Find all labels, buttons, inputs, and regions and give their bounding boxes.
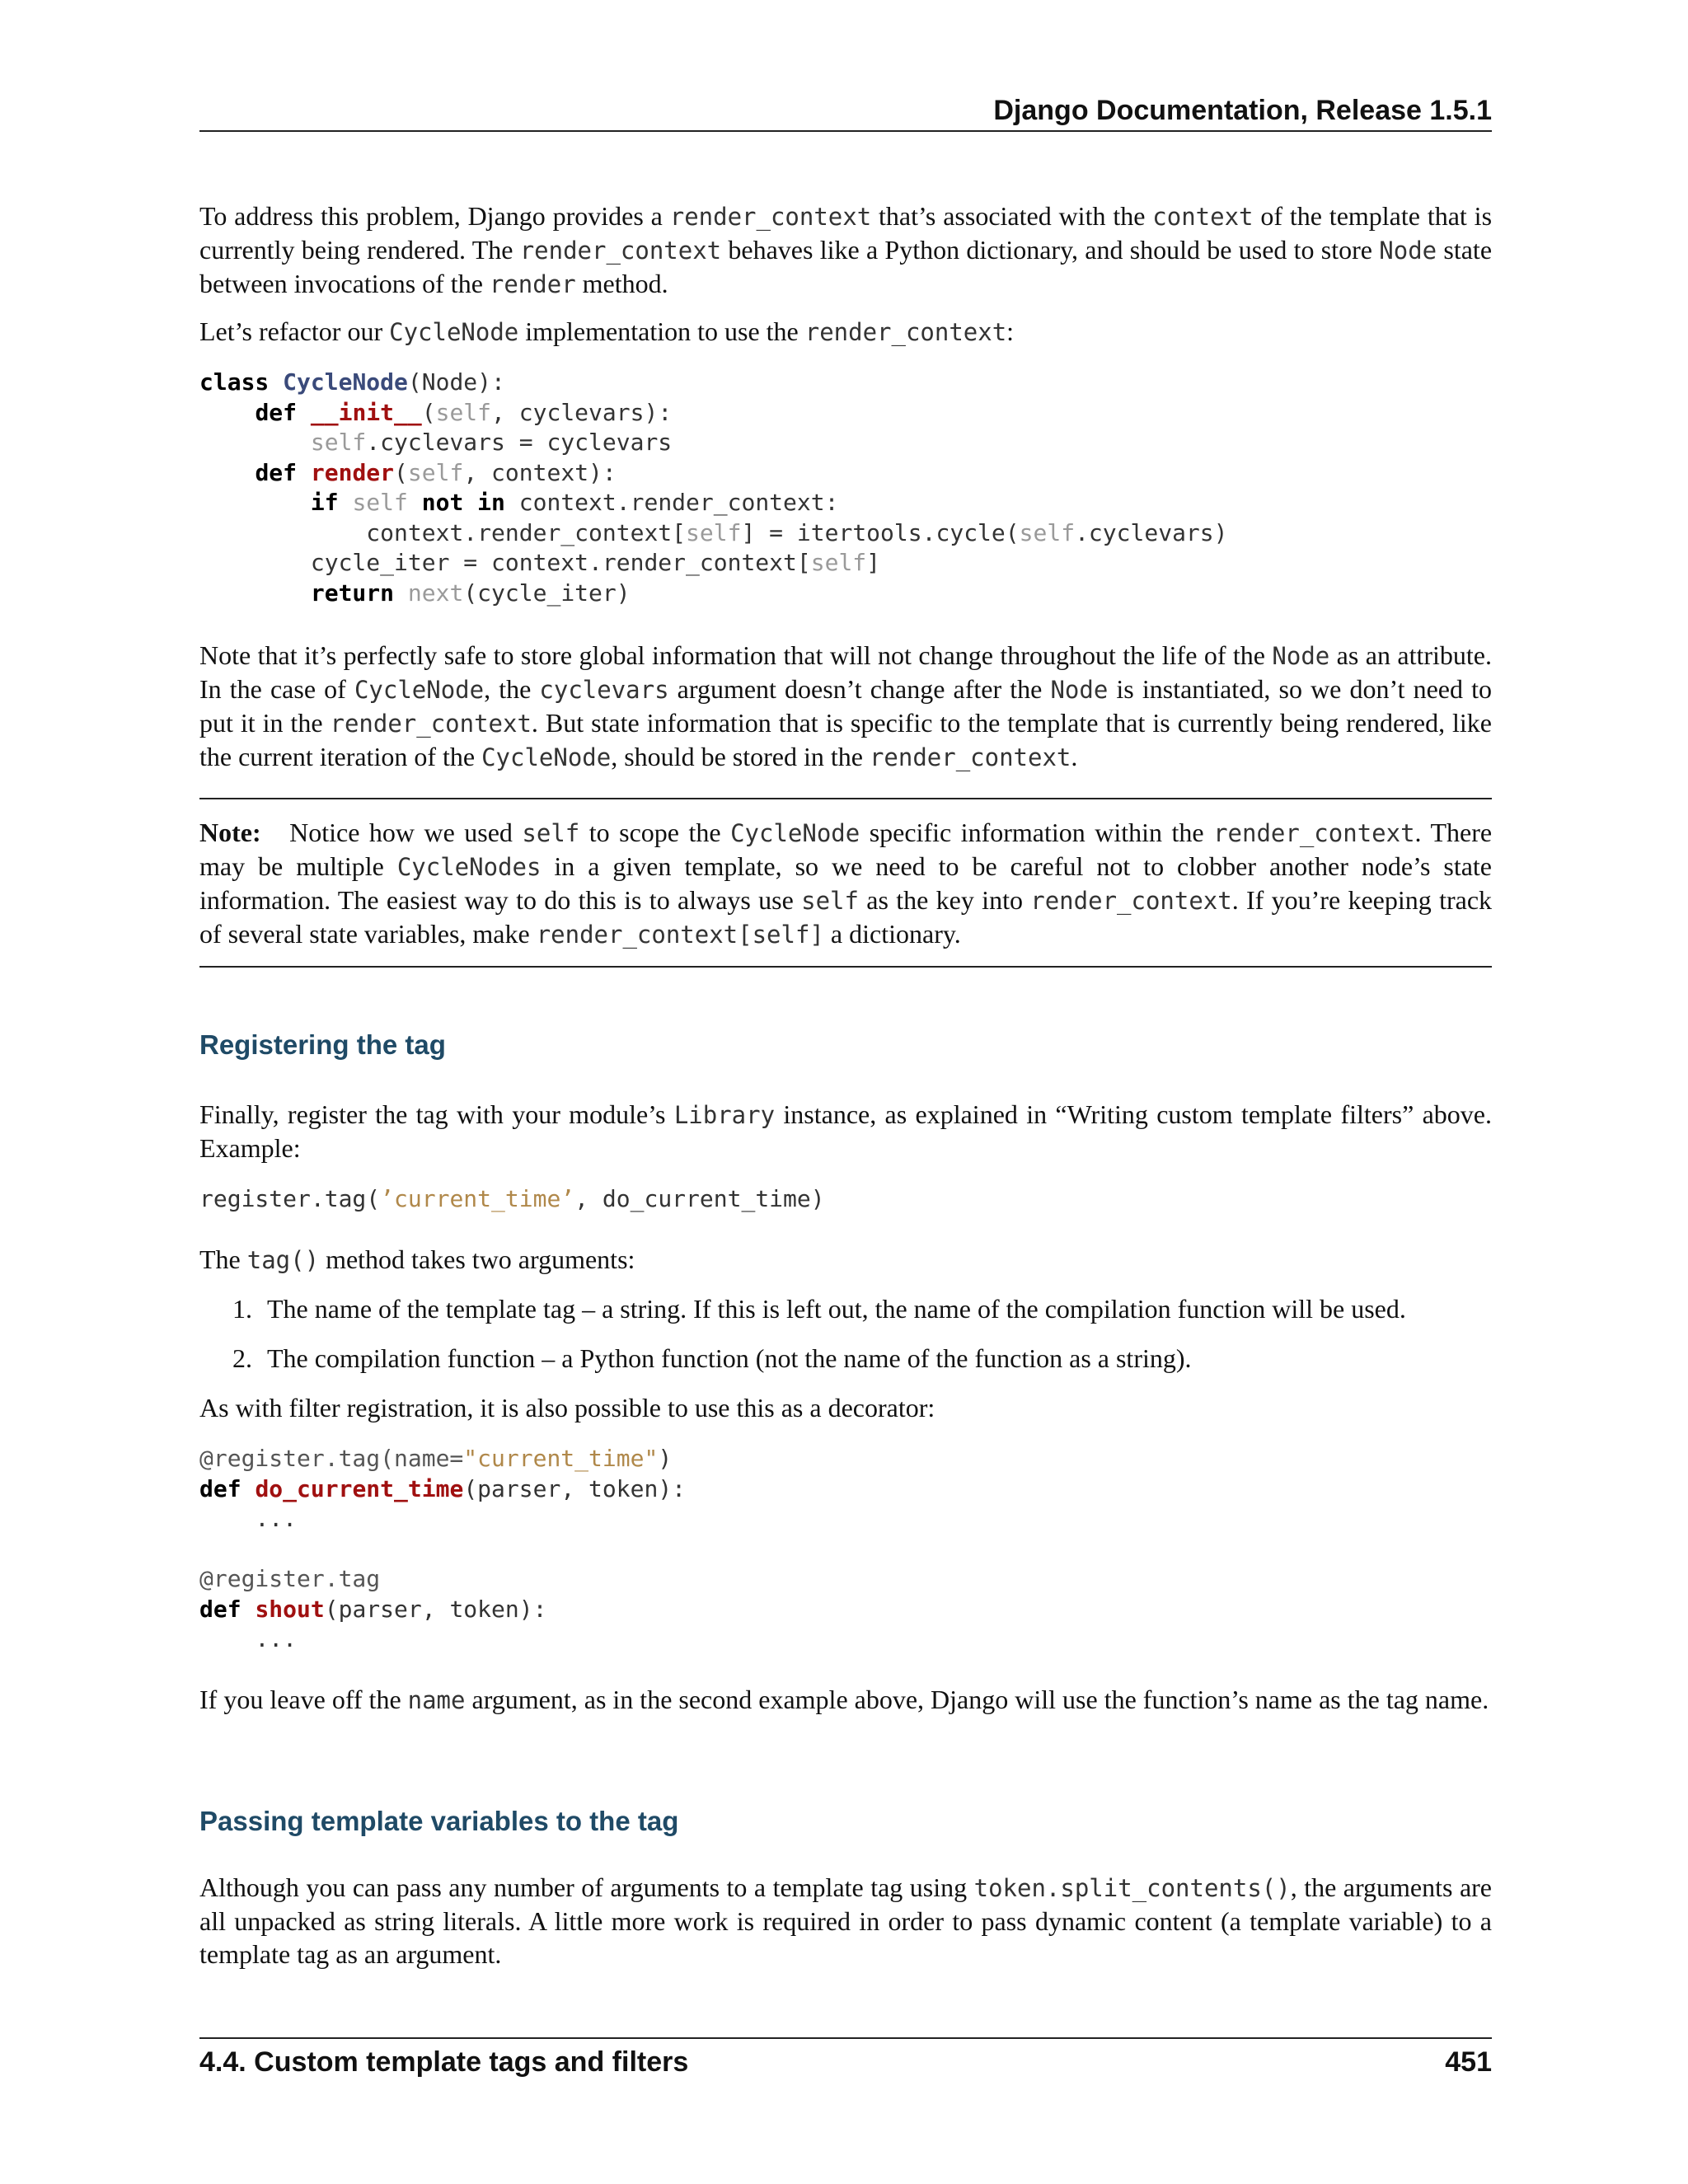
note-top-rule: [199, 798, 1492, 799]
page-number: 451: [1445, 2046, 1492, 2078]
paragraph-register-intro: Finally, register the tag with your module’s Library instance, as explained in “Writing custom template filters” above. Example:: [199, 1099, 1493, 1163]
paragraph-global-info: Note that it’s perfectly safe to store global information that will not change throughout the life of the Node as an attribute. In the case of CycleNode, the cyclevars argument doesn’t change after the Node is instantiated, so we don’t need to put it in the render_context. But state information that is specific to the template that is currently being rendered, like the current iteration of the CycleNode, should be stored in the render_context.: [199, 640, 1493, 771]
paragraph-passing-variables: Although you can pass any number of arguments to a template tag using token.split_contents(), the arguments are all unpacked as string literals. A little more work is required in order to pass dynamic content (a template variable) to a template tag as an argument.: [199, 1872, 1493, 1969]
argument-list: [199, 1292, 1492, 1375]
section-heading-registering: Registering the tag: [199, 1029, 446, 1060]
list-item: 2. The compilation function – a Python function (not the name of the function as a string).: [232, 1343, 1192, 1373]
paragraph-decorator-intro: As with filter registration, it is also possible to use this as a decorator:: [199, 1393, 935, 1422]
running-header: Django Documentation, Release 1.5.1: [993, 95, 1492, 126]
paragraph-name-argument: If you leave off the name argument, as in the second example above, Django will use the function’s name as the tag name.: [199, 1685, 1489, 1714]
header-rule: [199, 130, 1492, 132]
paragraph-tag-method: The tag() method takes two arguments:: [199, 1244, 635, 1274]
note-box: Note: Notice how we used self to scope the CycleNode specific information within the render_context. There may be multiple CycleNodes in a given template, so we need to be careful not to clobber another node’s state information. The easiest way to do this is to always use self as the key into render_context. If you’re keeping track of several state variables, make render_context[self] a dictionary.: [199, 818, 1493, 949]
footer-section-title: 4.4. Custom template tags and filters: [199, 2046, 689, 2078]
code-block-cyclenode: class CycleNode(Node): def __init__(self, cyclevars): self.cyclevars = cyclevars def render(self, context): if self not in context.render_context: context.render_context[self] = itertools.cycle(self.cyclevars) cycle_iter = context.render_context[self] return next(cycle_iter): [199, 368, 1228, 607]
paragraph-render-context-intro: To address this problem, Django provides a render_context that’s associated with the context of the template that is currently being rendered. The render_context behaves like a Python dictionary, and should be used to store Node state between invocations of the render method.: [199, 201, 1493, 298]
code-block-register-call: register.tag(’current_time’, do_current_time): [199, 1185, 825, 1212]
paragraph-refactor-intro: Let’s refactor our CycleNode implementation to use the render_context:: [199, 316, 1015, 346]
note-label: Note:: [199, 818, 261, 847]
footer-rule: [199, 2037, 1492, 2039]
code-block-decorator: @register.tag(name="current_time") def do_current_time(parser, token): ... @register.tag def shout(parser, token): ...: [199, 1445, 687, 1652]
note-bottom-rule: [199, 966, 1492, 968]
section-heading-passing-variables: Passing template variables to the tag: [199, 1806, 679, 1836]
list-item: 1. The name of the template tag – a string. If this is left out, the name of the compilation function will be used.: [232, 1294, 1406, 1324]
